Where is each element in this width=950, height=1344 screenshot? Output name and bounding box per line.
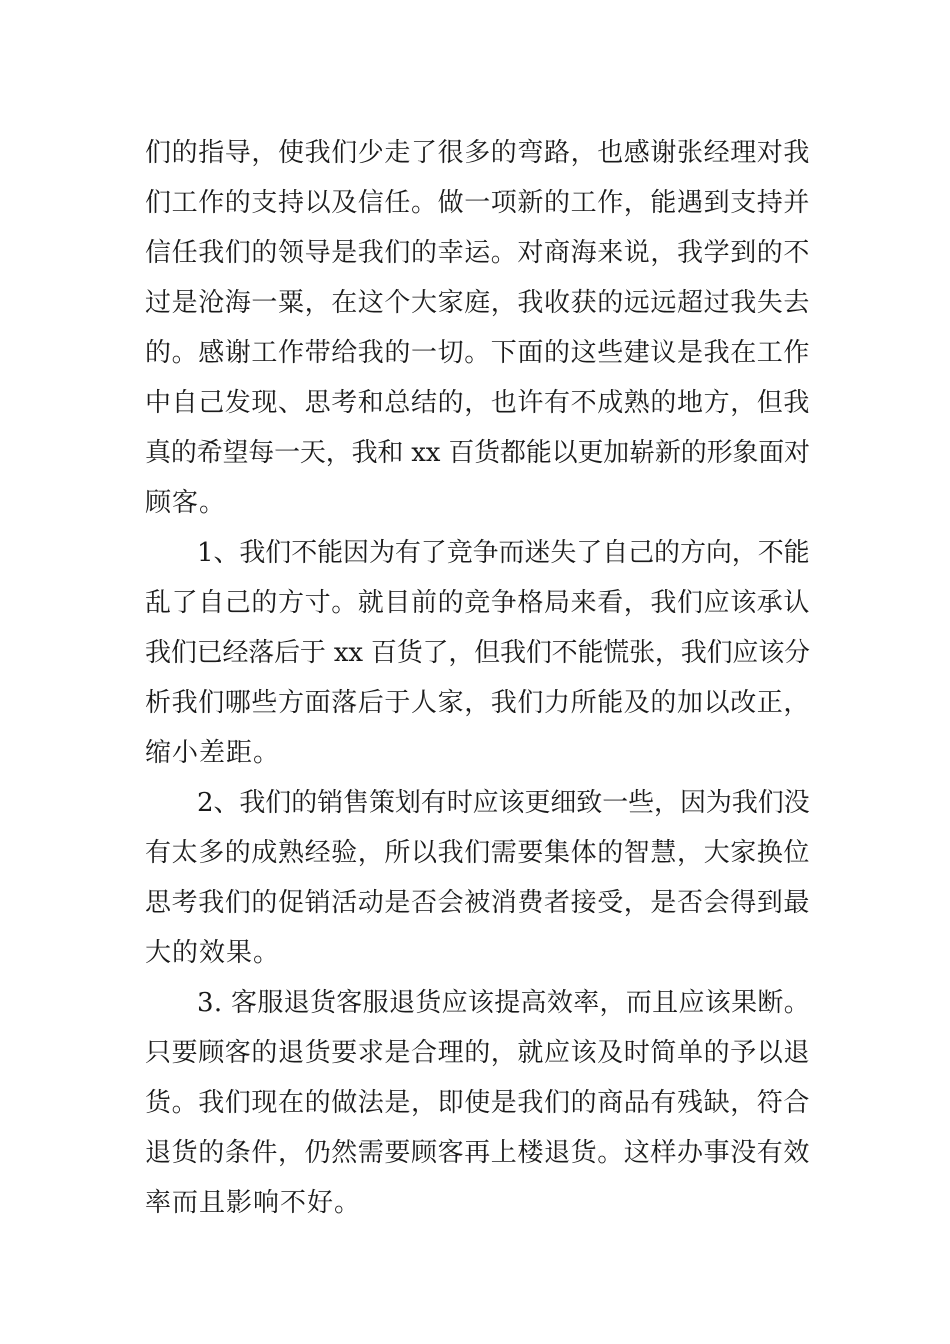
- text-line: 乱了自己的方寸。就目前的竞争格局来看，我们应该承认: [145, 588, 811, 618]
- text-line: 析我们哪些方面落后于人家，我们力所能及的加以改正，: [145, 688, 811, 718]
- text-line: 思考我们的促销活动是否会被消费者接受，是否会得到最: [145, 888, 811, 918]
- text-line: 过是沧海一粟，在这个大家庭，我收获的远远超过我失去: [145, 288, 811, 318]
- text-line: 率而且影响不好。: [145, 1188, 362, 1218]
- document-body: [145, 128, 810, 1228]
- text-line: 2、我们的销售策划有时应该更细致一些，因为我们没: [197, 788, 810, 818]
- text-line: 顾客。: [145, 488, 227, 518]
- text-line: 缩小差距。: [145, 738, 281, 768]
- text-line: 我们已经落后于 xx 百货了，但我们不能慌张，我们应该分: [145, 638, 810, 668]
- text-line: 大的效果。: [145, 938, 281, 968]
- text-line: 1、我们不能因为有了竞争而迷失了自己的方向，不能: [197, 538, 810, 568]
- text-line: 退货的条件，仍然需要顾客再上楼退货。这样办事没有效: [145, 1138, 811, 1168]
- text-line: 信任我们的领导是我们的幸运。对商海来说，我学到的不: [145, 238, 811, 268]
- text-line: 3. 客服退货客服退货应该提高效率，而且应该果断。: [197, 988, 811, 1018]
- text-line: 们的指导，使我们少走了很多的弯路，也感谢张经理对我: [145, 138, 811, 168]
- text-line: 中自己发现、思考和总结的，也许有不成熟的地方，但我: [145, 388, 811, 418]
- text-line: 只要顾客的退货要求是合理的，就应该及时简单的予以退: [145, 1038, 811, 1068]
- text-line: 们工作的支持以及信任。做一项新的工作，能遇到支持并: [145, 188, 811, 218]
- text-line: 货。我们现在的做法是，即使是我们的商品有残缺，符合: [145, 1088, 811, 1118]
- text-line: 的。感谢工作带给我的一切。下面的这些建议是我在工作: [145, 338, 811, 368]
- text-line: 有太多的成熟经验，所以我们需要集体的智慧，大家换位: [145, 838, 811, 868]
- text-line: 真的希望每一天，我和 xx 百货都能以更加崭新的形象面对: [145, 438, 810, 468]
